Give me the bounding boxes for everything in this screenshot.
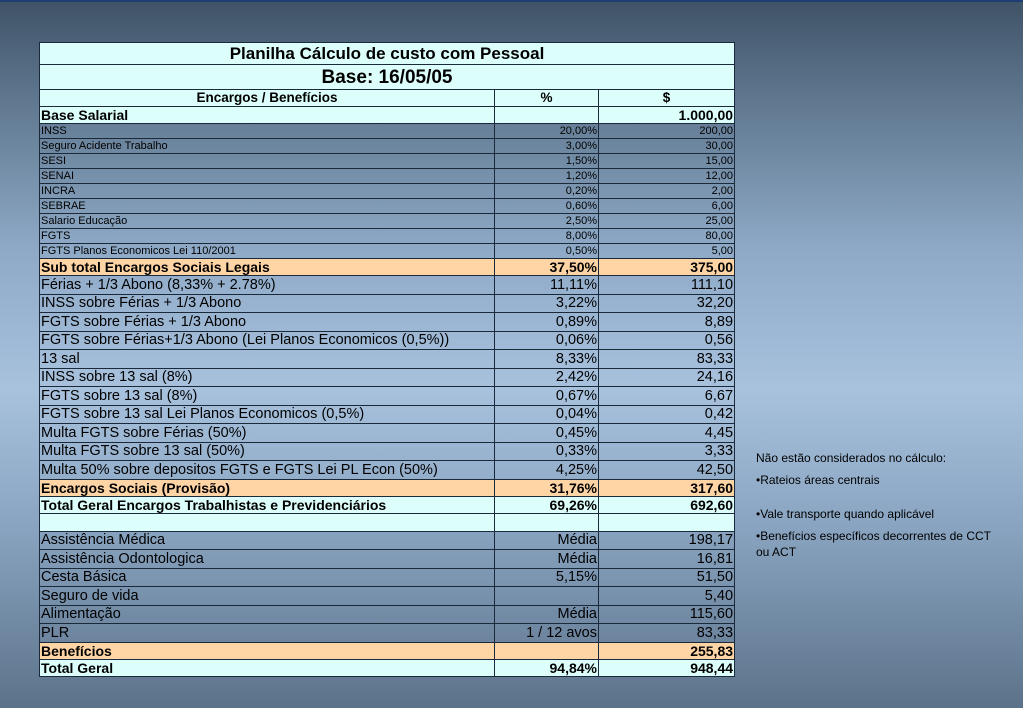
row-label: Assistência Odontologica [40, 550, 495, 569]
row-value: 6,00 [599, 199, 735, 214]
row-value: 198,17 [599, 531, 735, 550]
row-label: Assistência Médica [40, 531, 495, 550]
row-percent: Média [495, 605, 599, 624]
row-label: INSS [40, 124, 495, 139]
row-value: 692,60 [599, 496, 735, 513]
row-fgts-13-planos [40, 405, 735, 424]
row-label: INSS sobre Férias + 1/3 Abono [40, 294, 495, 313]
row-percent: 1 / 12 avos [495, 624, 599, 643]
row-percent: 1,50% [495, 154, 599, 169]
row-ferias [40, 276, 735, 295]
row-sebrae [40, 199, 735, 214]
row-inss-13 [40, 368, 735, 387]
row-13-sal [40, 350, 735, 369]
row-label: FGTS sobre 13 sal (8%) [40, 387, 495, 406]
row-percent: 0,20% [495, 184, 599, 199]
row-value: 4,45 [599, 424, 735, 443]
row-label: SESI [40, 154, 495, 169]
row-multa-50 [40, 461, 735, 480]
row-beneficios [40, 642, 735, 659]
row-value: 8,89 [599, 313, 735, 332]
row-label: FGTS sobre Férias+1/3 Abono (Lei Planos Economicos (0,5%)) [40, 331, 495, 350]
row-percent [495, 107, 599, 124]
row-assistencia-medica [40, 531, 735, 550]
spacer [756, 488, 996, 506]
row-label: Salario Educação [40, 214, 495, 229]
row-value: 317,60 [599, 479, 735, 496]
row-value: 200,00 [599, 124, 735, 139]
row-label: Alimentação [40, 605, 495, 624]
row-sesi [40, 154, 735, 169]
subtitle-row [40, 65, 735, 90]
row-label: FGTS sobre Férias + 1/3 Abono [40, 313, 495, 332]
row-label: Total Geral [40, 659, 495, 676]
row-plr [40, 624, 735, 643]
top-accent-line [0, 0, 1023, 2]
notes-heading: Não estão considerados no cálculo: [756, 451, 947, 465]
row-label: Sub total Encargos Sociais Legais [40, 259, 495, 276]
row-percent: 3,00% [495, 139, 599, 154]
row-percent: 0,45% [495, 424, 599, 443]
row-value: 5,00 [599, 244, 735, 259]
row-percent: 37,50% [495, 259, 599, 276]
row-subtotal-legais [40, 259, 735, 276]
row-blank [40, 513, 735, 531]
row-percent: 0,60% [495, 199, 599, 214]
blank-cell [40, 513, 495, 531]
row-percent: 0,89% [495, 313, 599, 332]
row-assistencia-odonto [40, 550, 735, 569]
row-percent: 8,33% [495, 350, 599, 369]
note-beneficios: •Benefícios específicos decorrentes de CCT ou ACT [756, 529, 991, 559]
row-percent: 1,20% [495, 169, 599, 184]
row-multa-ferias [40, 424, 735, 443]
row-percent: 5,15% [495, 568, 599, 587]
row-value: 15,00 [599, 154, 735, 169]
row-value: 12,00 [599, 169, 735, 184]
row-fgts-ferias-planos [40, 331, 735, 350]
row-percent: 11,11% [495, 276, 599, 295]
row-label: SENAI [40, 169, 495, 184]
row-label: Base Salarial [40, 107, 495, 124]
row-fgts-13 [40, 387, 735, 406]
row-label: FGTS [40, 229, 495, 244]
row-value: 32,20 [599, 294, 735, 313]
row-value: 3,33 [599, 442, 735, 461]
row-label: Encargos Sociais (Provisão) [40, 479, 495, 496]
header-row [40, 90, 735, 107]
row-percent [495, 642, 599, 659]
row-label: Benefícios [40, 642, 495, 659]
row-label: INSS sobre 13 sal (8%) [40, 368, 495, 387]
row-inss [40, 124, 735, 139]
row-total-encargos [40, 496, 735, 513]
note-rateios: •Rateios áreas centrais [756, 473, 880, 487]
row-value: 2,00 [599, 184, 735, 199]
row-percent: 69,26% [495, 496, 599, 513]
row-label: Multa 50% sobre depositos FGTS e FGTS Lei PL Econ (50%) [40, 461, 495, 480]
row-percent [495, 587, 599, 606]
row-cesta-basica [40, 568, 735, 587]
row-percent: 0,33% [495, 442, 599, 461]
row-value: 83,33 [599, 350, 735, 369]
row-label: FGTS Planos Economicos Lei 110/2001 [40, 244, 495, 259]
row-label: SEBRAE [40, 199, 495, 214]
row-value: 111,10 [599, 276, 735, 295]
row-label: Seguro de vida [40, 587, 495, 606]
row-value: 80,00 [599, 229, 735, 244]
row-percent: 94,84% [495, 659, 599, 676]
row-value: 42,50 [599, 461, 735, 480]
row-percent: 0,50% [495, 244, 599, 259]
row-base-salarial [40, 107, 735, 124]
row-percent: 0,04% [495, 405, 599, 424]
row-value: 255,83 [599, 642, 735, 659]
row-value: 16,81 [599, 550, 735, 569]
row-label: Multa FGTS sobre Férias (50%) [40, 424, 495, 443]
header-percent: % [495, 90, 599, 107]
row-label: Multa FGTS sobre 13 sal (50%) [40, 442, 495, 461]
blank-cell [495, 513, 599, 531]
row-percent: 8,00% [495, 229, 599, 244]
row-senai [40, 169, 735, 184]
row-inss-ferias [40, 294, 735, 313]
row-multa-13 [40, 442, 735, 461]
row-value: 948,44 [599, 659, 735, 676]
header-value: $ [599, 90, 735, 107]
row-percent: Média [495, 531, 599, 550]
row-value: 1.000,00 [599, 107, 735, 124]
row-percent: 0,06% [495, 331, 599, 350]
row-value: 375,00 [599, 259, 735, 276]
row-value: 24,16 [599, 368, 735, 387]
row-value: 83,33 [599, 624, 735, 643]
header-encargos: Encargos / Benefícios [40, 90, 495, 107]
row-incra [40, 184, 735, 199]
row-label: FGTS sobre 13 sal Lei Planos Economicos (0,5%) [40, 405, 495, 424]
blank-cell [599, 513, 735, 531]
row-fgts-ferias [40, 313, 735, 332]
row-value: 6,67 [599, 387, 735, 406]
row-label: Férias + 1/3 Abono (8,33% + 2.78%) [40, 276, 495, 295]
notes-panel [756, 450, 996, 560]
row-alimentacao [40, 605, 735, 624]
row-value: 115,60 [599, 605, 735, 624]
row-label: INCRA [40, 184, 495, 199]
row-label: Cesta Básica [40, 568, 495, 587]
row-value: 5,40 [599, 587, 735, 606]
row-salario-educacao [40, 214, 735, 229]
row-percent: Média [495, 550, 599, 569]
note-vale-transporte: •Vale transporte quando aplicável [756, 507, 935, 521]
row-value: 25,00 [599, 214, 735, 229]
row-fgts [40, 229, 735, 244]
row-value: 0,56 [599, 331, 735, 350]
row-fgts-planos [40, 244, 735, 259]
row-label: 13 sal [40, 350, 495, 369]
row-label: Total Geral Encargos Trabalhistas e Previdenciários [40, 496, 495, 513]
row-label: Seguro Acidente Trabalho [40, 139, 495, 154]
row-percent: 0,67% [495, 387, 599, 406]
row-percent: 2,42% [495, 368, 599, 387]
row-seguro-acidente [40, 139, 735, 154]
row-percent: 2,50% [495, 214, 599, 229]
row-percent: 4,25% [495, 461, 599, 480]
row-value: 51,50 [599, 568, 735, 587]
row-percent: 3,22% [495, 294, 599, 313]
row-total-geral [40, 659, 735, 676]
row-percent: 31,76% [495, 479, 599, 496]
title-row [40, 43, 735, 65]
row-encargos-provisao [40, 479, 735, 496]
row-value: 30,00 [599, 139, 735, 154]
row-seguro-vida [40, 587, 735, 606]
cost-spreadsheet [39, 42, 735, 677]
row-value: 0,42 [599, 405, 735, 424]
sheet-title: Planilha Cálculo de custo com Pessoal [40, 43, 735, 65]
row-label: PLR [40, 624, 495, 643]
row-percent: 20,00% [495, 124, 599, 139]
sheet-subtitle: Base: 16/05/05 [40, 65, 735, 90]
